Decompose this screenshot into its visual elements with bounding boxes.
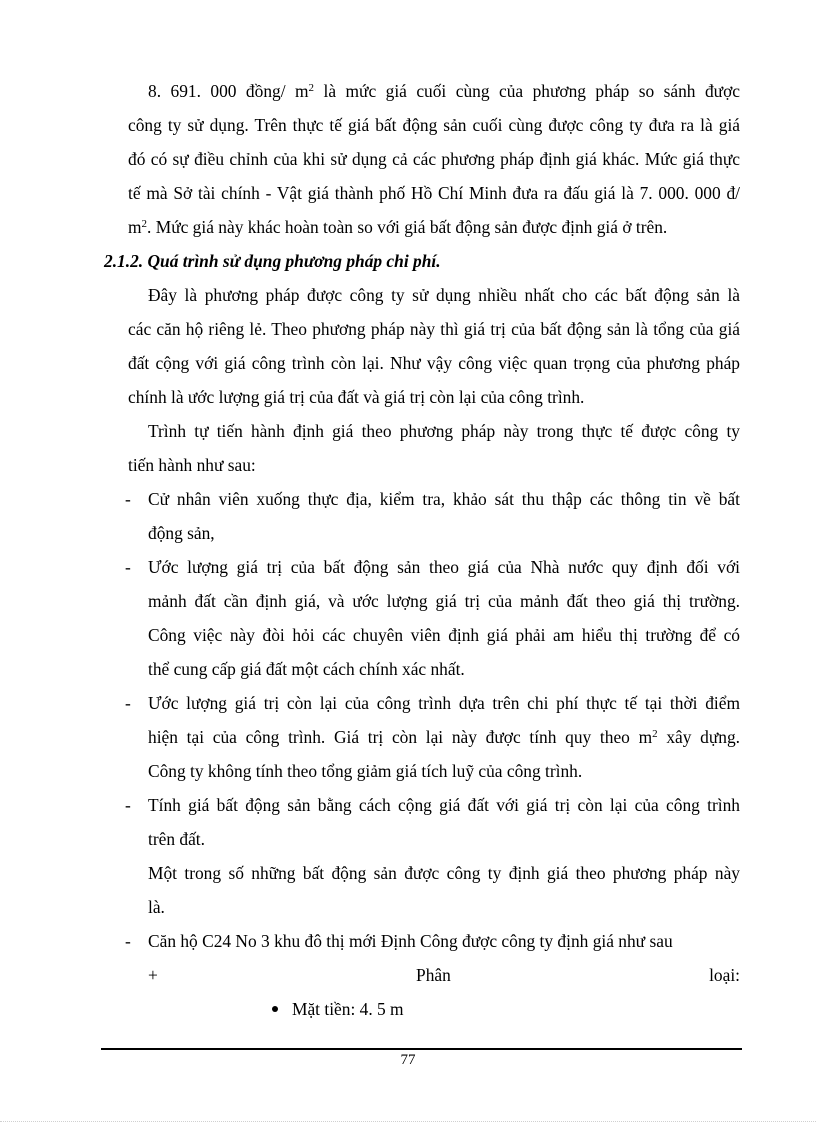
dash-marker: - [125,693,131,713]
text-span: m [128,217,142,237]
list-item [125,788,740,856]
bullet-dot-icon [272,1006,278,1012]
list-item [125,686,740,788]
text-line: Tính giá bất động sản bằng cách cộng giá đất với giá trị còn lại của công trình [148,795,740,815]
paragraph-comparison-result [128,74,740,108]
text-line: Một trong số những bất động sản được công ty định giá theo phương pháp này [148,863,740,883]
text-line: đất cộng với giá công trình còn lại. Như vậy công việc quan trọng của phương pháp [128,353,740,373]
text-line: tiến hành như sau: [128,455,256,475]
text-span: . Mức giá này khác hoàn toàn so với giá bất động sản được định giá ở trên. [147,217,668,237]
superscript: 2 [141,218,148,230]
text-line: trên đất. [148,829,205,849]
page-edge-divider [0,1121,816,1122]
bullet-item [128,992,740,1026]
page-number: 77 [400,1052,416,1068]
text-line: Cử nhân viên xuống thực địa, kiểm tra, khảo sát thu thập các thông tin về bất [148,489,740,509]
bullet-text: Mặt tiền: 4. 5 m [292,999,404,1019]
text-line: động sản, [148,523,215,543]
text-line: Công ty không tính theo tổng giảm giá tích luỹ của công trình. [148,761,583,781]
text-line: là mức giá cuối cùng của phương pháp so sánh được [314,81,740,101]
list-item [125,924,740,958]
text-line: Công việc này đòi hỏi các chuyên viên định giá phải am hiểu thị trường để có [148,625,740,645]
superscript: 2 [652,728,658,740]
text-line: Ước lượng giá trị của bất động sản theo giá của Nhà nước quy định đối với [148,557,740,577]
text-line: Trình tự tiến hành định giá theo phương pháp này trong thực tế được công ty [148,421,740,441]
text-line: các căn hộ riêng lẻ. Theo phương pháp này thì giá trị của bất động sản là tổng của giá [128,319,740,339]
dash-marker: - [125,557,131,577]
text-line [148,720,740,754]
text-line: mảnh đất cần định giá, và ước lượng giá trị của mảnh đất theo giá thị trường. [148,591,740,611]
text-line: công ty sử dụng. Trên thực tế giá bất động sản cuối cùng được công ty đưa ra là giá [128,115,740,135]
text-line: Đây là phương pháp được công ty sử dụng nhiều nhất cho các bất động sản là [148,285,740,305]
list-note [128,856,740,924]
footer-rule [101,1048,742,1050]
page-content [104,74,740,1026]
text-line: tế mà Sở tài chính - Vật giá thành phố Hồ Chí Minh đưa ra đấu giá là 7. 000. 000 đ/ [128,183,740,203]
text-span: hiện tại của công trình. Giá trị còn lại này được tính quy theo m [148,727,653,747]
list-item [125,482,740,550]
classification-end: loại: [709,965,740,985]
list-item [125,550,740,686]
text-line: chính là ước lượng giá trị của đất và giá trị còn lại của công trình. [128,387,585,407]
section-heading: 2.1.2. Quá trình sử dụng phương pháp chi phí. [104,251,441,271]
text-line: đó có sự điều chỉnh của khi sử dụng cả các phương pháp định giá khác. Mức giá thực [128,149,740,169]
text-line: Ước lượng giá trị còn lại của công trình dựa trên chi phí thực tế tại thời điểm [148,693,740,713]
text-span: xây dựng. [657,727,740,747]
superscript: 2 [308,82,315,94]
dash-marker: - [125,489,131,509]
plus-marker: + [148,965,158,985]
dash-marker: - [125,795,131,815]
dash-marker: - [125,931,131,951]
text-line: 8. 691. 000 đồng/ m [148,81,309,101]
text-line: Căn hộ C24 No 3 khu đô thị mới Định Công được công ty định giá như sau [148,931,673,951]
text-line: là. [148,897,165,917]
classification-row [128,958,740,992]
text-line: thể cung cấp giá đất một cách chính xác nhất. [148,659,465,679]
text-line [128,210,740,244]
classification-word: Phân [416,965,451,985]
